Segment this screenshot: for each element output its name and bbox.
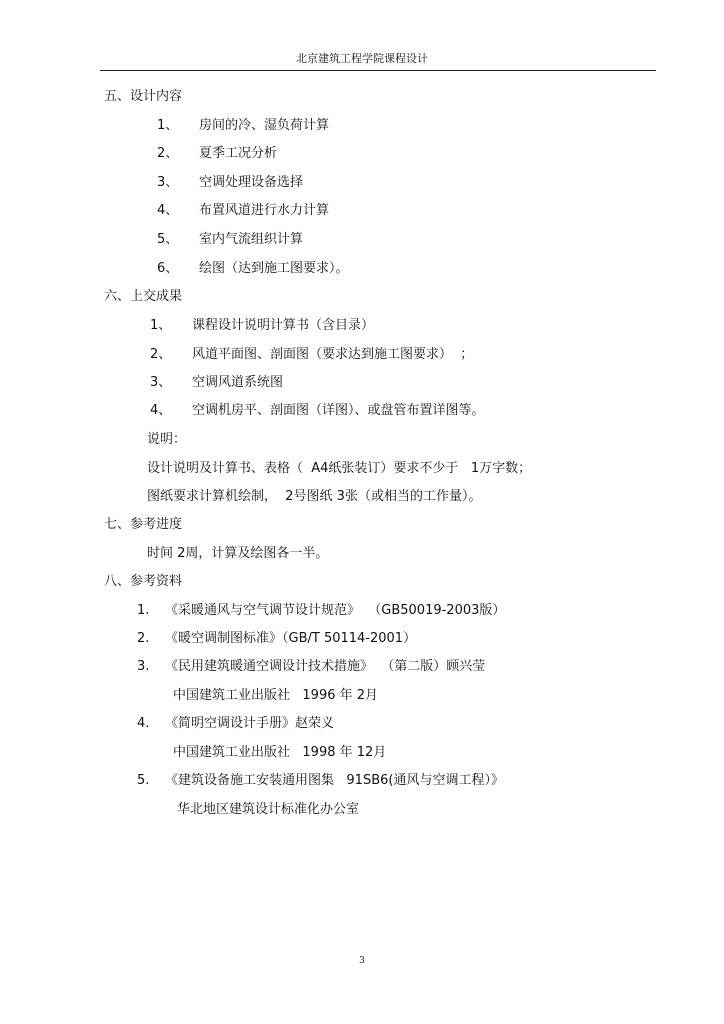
section-5-item-4-number: 4、 [157,203,179,218]
section-5-item-2-number: 2、 [157,146,179,161]
section-5-item-2-text: 夏季工况分析 [199,146,278,161]
section-6-note-label: 说明： [147,432,187,447]
reference-1-number: 1. [137,603,150,618]
reference-3-publisher: 中国建筑工业出版社 1996 年 2月 [173,688,379,703]
reference-3-text: 《民用建筑暖通空调设计技术措施》 （第二版）顾兴莹 [165,659,486,674]
reference-4-text: 《简明空调设计手册》赵荣义 [165,716,335,731]
section-5-item-6-text: 绘图（达到施工图要求）。 [199,261,349,276]
section-6-item-4-text: 空调机房平、剖面图（详图）、或盘管布置详图等。 [192,403,485,418]
section-5-item-3-number: 3、 [157,175,179,190]
section-6-note-line-1: 设计说明及计算书、表格（ A4纸张装订）要求不少于 1万字数； [147,461,532,476]
reference-5-publisher: 华北地区建筑设计标准化办公室 [177,802,360,817]
reference-1-text: 《采暖通风与空气调节设计规范》 （GB50019-2003版） [165,603,506,618]
section-5-item-3-text: 空调处理设备选择 [199,175,304,190]
section-6-item-4-number: 4、 [150,403,172,418]
page-header-title: 北京建筑工程学院课程设计 [296,52,428,65]
reference-5-text: 《建筑设备施工安装通用图集 91SB6(通风与空调工程）》 [165,773,504,788]
section-5-item-6-number: 6、 [157,261,179,276]
reference-5-number: 5. [137,773,150,788]
section-6-item-3-number: 3、 [150,375,172,390]
reference-2-number: 2. [137,631,150,646]
section-7-heading: 七、参考进度 [104,517,183,532]
section-8-heading: 八、参考资料 [104,574,183,589]
reference-4-number: 4. [137,716,150,731]
section-5-item-5-text: 室内气流组织计算 [199,232,304,247]
section-5-item-5-number: 5、 [157,232,179,247]
section-6-item-3-text: 空调风道系统图 [192,375,284,390]
section-5-item-4-text: 布置风道进行水力计算 [199,203,330,218]
reference-2-text: 《暖空调制图标准》（GB/T 50114-2001） [165,631,417,646]
section-6-item-1-number: 1、 [150,318,172,333]
section-6-note-line-2: 图纸要求计算机绘制， 2号图纸 3张（或相当的工作量）。 [147,489,482,504]
section-6-heading: 六、上交成果 [104,289,183,304]
section-6-item-2-text: 风道平面图、剖面图（要求达到施工图要求） ； [192,347,474,362]
page-number: 3 [359,956,365,966]
reference-4-publisher: 中国建筑工业出版社 1998 年 12月 [173,745,387,760]
section-5-item-1-text: 房间的冷、湿负荷计算 [199,118,330,133]
section-7-text: 时间 2周，计算及绘图各一半。 [147,546,329,561]
section-6-item-2-number: 2、 [150,347,172,362]
section-5-heading: 五、设计内容 [104,89,183,104]
section-5-item-1-number: 1、 [157,118,179,133]
section-6-item-1-text: 课程设计说明计算书（含目录） [192,318,375,333]
header-divider [100,70,656,71]
reference-3-number: 3. [137,659,150,674]
